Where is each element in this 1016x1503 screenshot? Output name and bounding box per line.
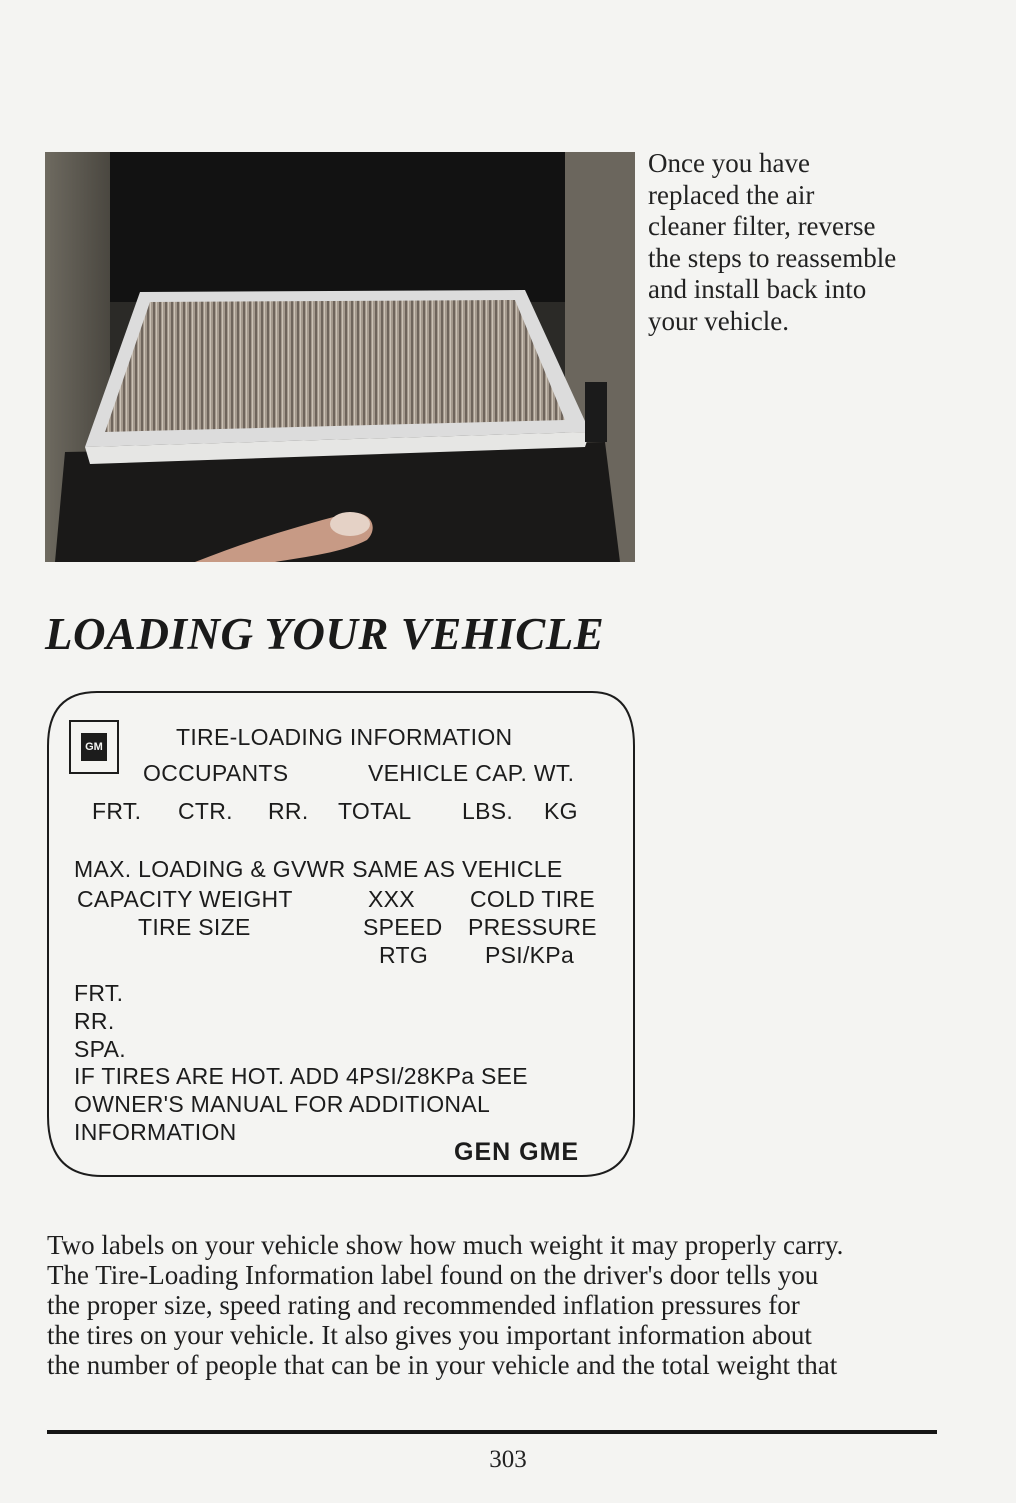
side-text-line: your vehicle. (648, 305, 789, 336)
gm-logo-icon: GM (69, 720, 119, 774)
label-title: TIRE-LOADING INFORMATION (176, 724, 513, 750)
body-line: Two labels on your vehicle show how much weight it may properly carry. (47, 1230, 844, 1260)
col-frt: FRT. (92, 798, 142, 824)
row-rr: RR. (74, 1008, 115, 1034)
gen-gme-code: GEN GME (454, 1138, 580, 1166)
body-line: the number of people that can be in your vehicle and the total weight that (47, 1350, 838, 1380)
hot-tire-line-2: OWNER'S MANUAL FOR ADDITIONAL (74, 1091, 491, 1117)
psi-kpa: PSI/KPa (485, 942, 575, 968)
body-line: the tires on your vehicle. It also gives you important information about (47, 1320, 812, 1350)
pressure: PRESSURE (468, 914, 597, 940)
vehicle-cap-label: VEHICLE CAP. WT. (368, 760, 575, 786)
body-line: the proper size, speed rating and recommended inflation pressures for (47, 1290, 800, 1320)
xxx-placeholder: XXX (368, 886, 415, 912)
side-text (648, 148, 948, 337)
body-line: The Tire-Loading Information label found on the driver's door tells you (47, 1260, 819, 1290)
max-loading-line: MAX. LOADING & GVWR SAME AS VEHICLE (74, 856, 563, 882)
rtg: RTG (379, 942, 429, 968)
side-text-line: Once you have (648, 148, 810, 178)
hot-tire-line-3: INFORMATION (74, 1119, 237, 1145)
col-rr: RR. (268, 798, 309, 824)
row-spa: SPA. (74, 1036, 126, 1062)
side-text-line: cleaner filter, reverse (648, 211, 876, 241)
tire-loading-label (42, 686, 640, 1182)
cold-tire: COLD TIRE (470, 886, 595, 912)
footer-rule (47, 1430, 937, 1434)
side-text-line: and install back into (648, 274, 867, 304)
side-text-line: replaced the air (648, 179, 815, 210)
col-kg: KG (544, 798, 578, 824)
side-text-line: the steps to reassemble (648, 242, 897, 273)
speed: SPEED (363, 914, 443, 940)
col-total: TOTAL (338, 798, 412, 824)
hot-tire-line-1: IF TIRES ARE HOT. ADD 4PSI/28KPa SEE (74, 1063, 528, 1089)
capacity-weight: CAPACITY WEIGHT (77, 886, 293, 912)
occupants-label: OCCUPANTS (143, 760, 289, 786)
page-number: 303 (489, 1446, 527, 1473)
tire-size: TIRE SIZE (138, 914, 251, 940)
air-filter-photo (45, 152, 635, 562)
body-paragraph (47, 1230, 947, 1380)
section-heading: LOADING YOUR VEHICLE (45, 609, 605, 659)
col-lbs: LBS. (462, 798, 514, 824)
row-frt: FRT. (74, 980, 124, 1006)
col-ctr: CTR. (178, 798, 233, 824)
